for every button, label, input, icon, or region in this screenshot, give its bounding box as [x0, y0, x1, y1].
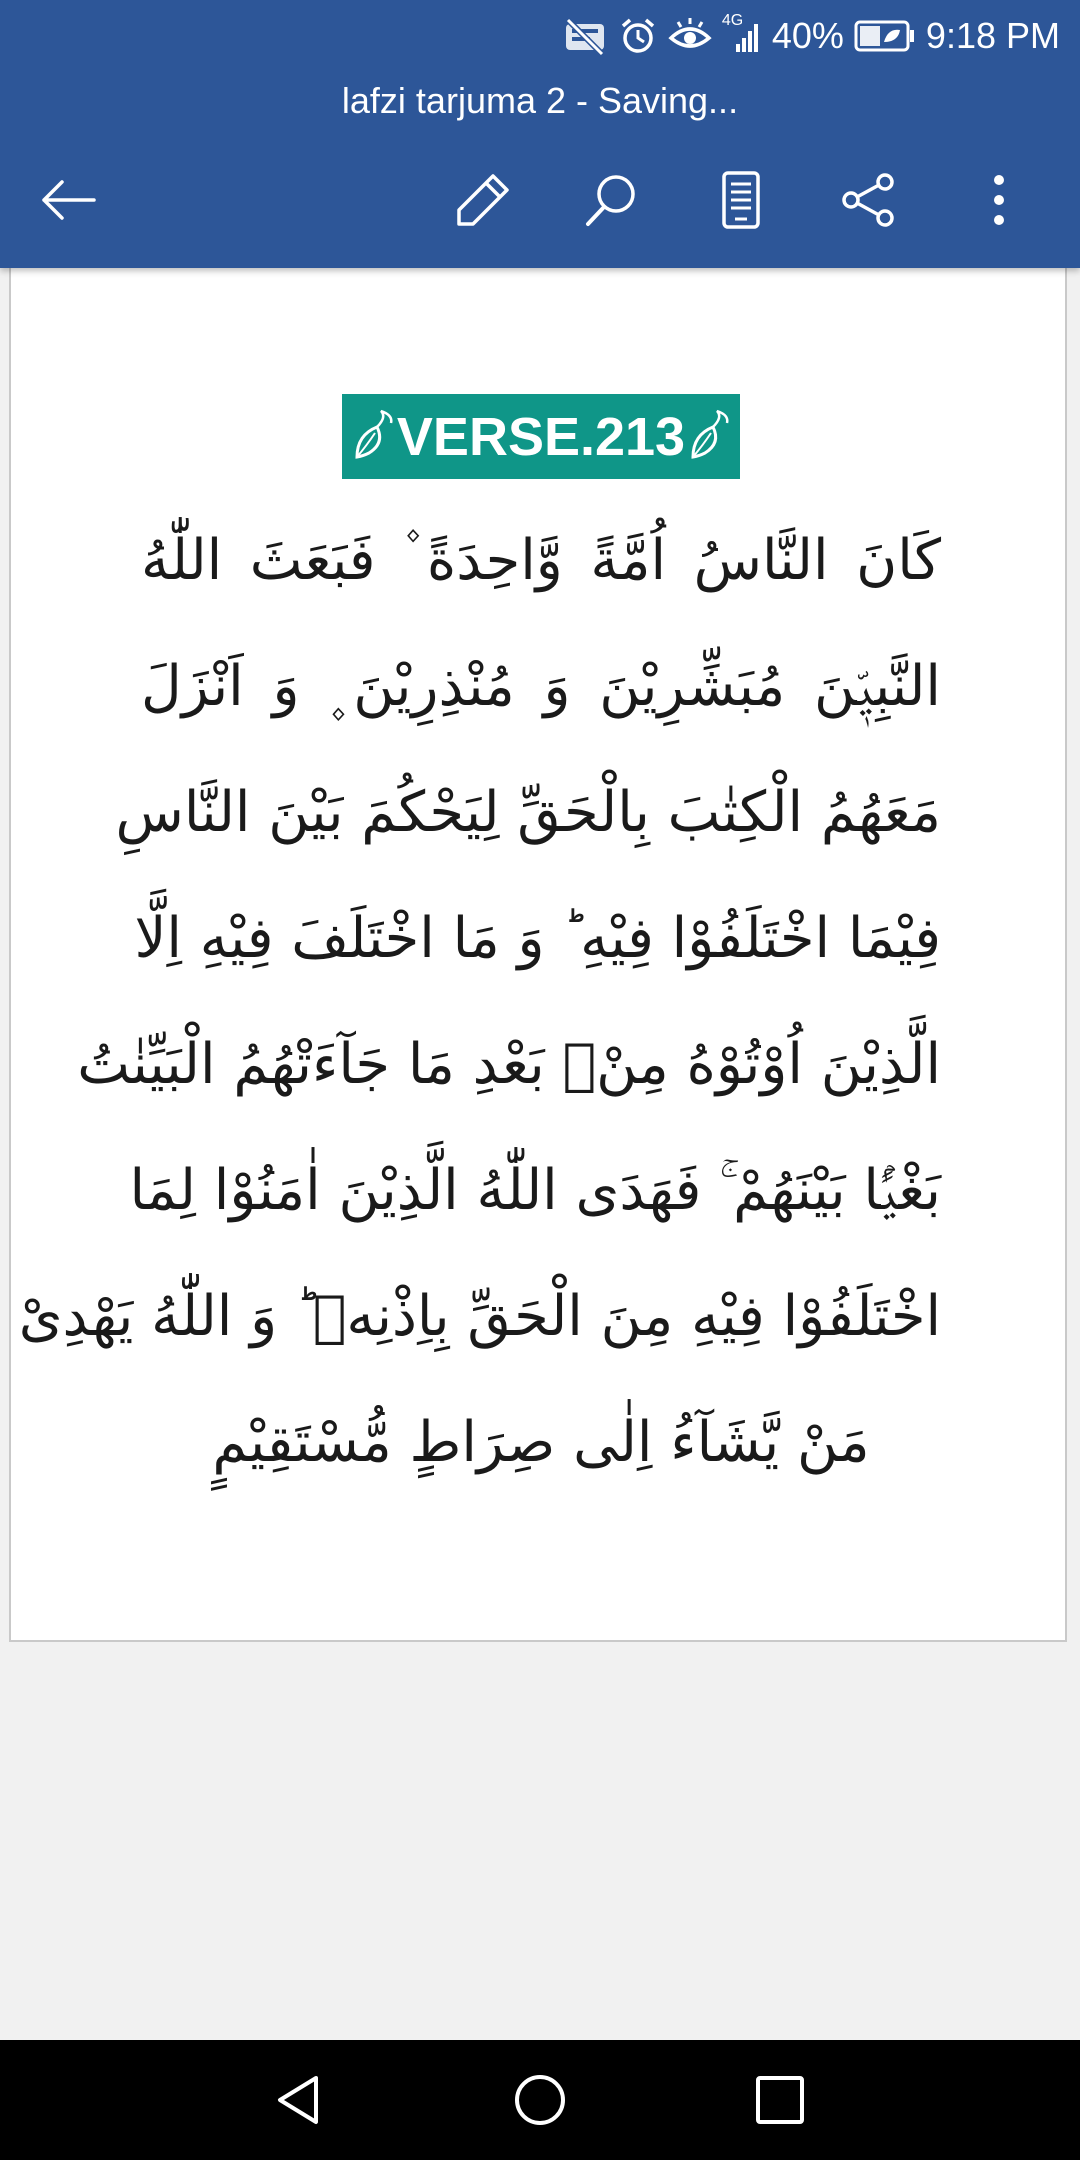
- verse-line: مَنْ يَّشَآءُ اِلٰى صِرَاطٍ مُّسْتَقِيْمٍ: [212, 1410, 870, 1475]
- status-bar: [0, 0, 1080, 72]
- eye-comfort-icon: [668, 16, 712, 56]
- search-button[interactable]: [572, 160, 652, 240]
- edit-button[interactable]: [443, 160, 523, 240]
- nav-recents-button[interactable]: [740, 2060, 820, 2140]
- battery-percent: 40%: [771, 15, 844, 56]
- more-options-button[interactable]: [959, 160, 1039, 240]
- share-button[interactable]: [829, 160, 909, 240]
- document-page[interactable]: [9, 268, 1067, 1642]
- verse-heading-text: VERSE.213: [396, 406, 686, 467]
- edit-icon: [453, 170, 513, 230]
- navigation-bar: [0, 2040, 1080, 2160]
- recents-nav-icon: [752, 2072, 808, 2128]
- verse-line: الَّذِيْنَ اُوْتُوْهُ مِنْۢ بَعْدِ مَا جَآءَتْهُمُ الْبَيِّنٰتُ: [77, 1032, 941, 1097]
- notifications-off-icon: [562, 16, 608, 56]
- share-icon: [839, 170, 899, 230]
- reading-view-icon: [721, 170, 761, 230]
- verse-line: النَّبِيّٖنَ مُبَشِّرِيْنَ وَ مُنْذِرِيْنَ ۪ وَ اَنْزَلَ: [141, 654, 941, 719]
- alarm-icon: [618, 16, 658, 56]
- battery-saver-icon: [854, 18, 916, 54]
- verse-text: [18, 498, 941, 1506]
- signal-icon: [721, 12, 762, 56]
- document-title: lafzi tarjuma 2 - Saving...: [341, 80, 739, 121]
- verse-heading: [342, 394, 740, 479]
- network-type-label: 4G: [721, 12, 744, 29]
- nav-home-button[interactable]: [500, 2060, 580, 2140]
- nav-back-button[interactable]: [260, 2060, 340, 2140]
- verse-line: مَعَهُمُ الْكِتٰبَ بِالْحَقِّ لِيَحْكُمَ بَيْنَ النَّاسِ: [115, 780, 941, 845]
- app-header: [0, 0, 1080, 268]
- verse-line: اخْتَلَفُوْا فِيْهِ مِنَ الْحَقِّ بِاِذْنِهٖ ؕ وَ اللّٰهُ يَهْدِیْ: [18, 1284, 941, 1349]
- status-icons: [562, 12, 1060, 60]
- more-options-icon: [989, 170, 1009, 230]
- back-button[interactable]: [28, 160, 108, 240]
- verse-line: فِيْمَا اخْتَلَفُوْا فِيْهِ ؕ وَ مَا اخْتَلَفَ فِيْهِ اِلَّا: [134, 906, 941, 971]
- search-icon: [582, 170, 642, 230]
- clock: 9:18 PM: [925, 15, 1060, 56]
- reading-view-button[interactable]: [701, 160, 781, 240]
- leaf-ornament-icon: [351, 409, 395, 465]
- back-arrow-icon: [36, 176, 100, 224]
- verse-line: بَغْيًۢا بَيْنَهُمْ ۚ فَهَدَى اللّٰهُ الَّذِيْنَ اٰمَنُوْا لِمَا: [129, 1158, 941, 1223]
- verse-line: كَانَ النَّاسُ اُمَّةً وَّاحِدَةً ۫ فَبَعَثَ اللّٰهُ: [141, 528, 941, 593]
- leaf-ornament-icon: [687, 409, 731, 465]
- back-nav-icon: [272, 2072, 328, 2128]
- home-nav-icon: [512, 2072, 568, 2128]
